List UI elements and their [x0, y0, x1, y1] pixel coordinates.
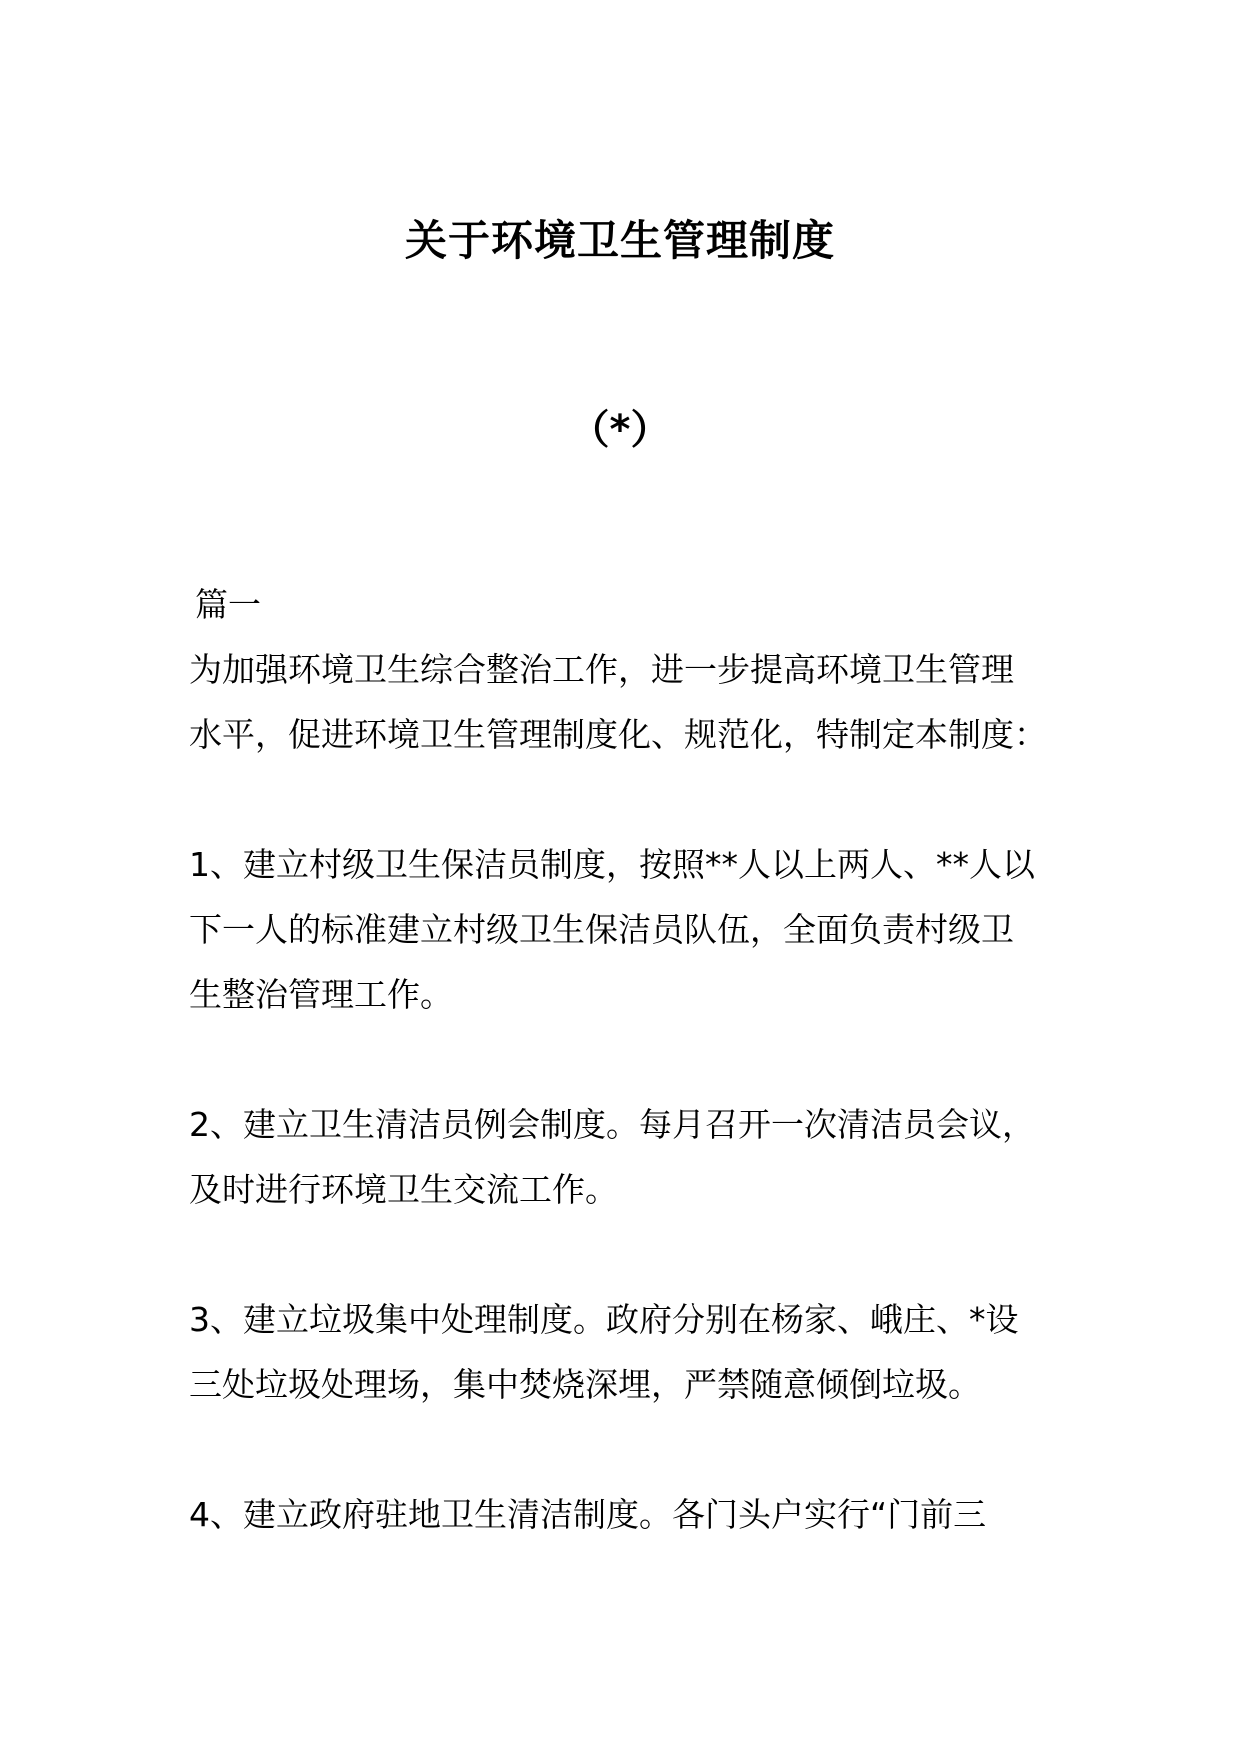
paragraph-line: 及时进行环境卫生交流工作。 [189, 1170, 618, 1209]
paragraph-line: 2、建立卫生清洁员例会制度。每月召开一次清洁员会议， [189, 1105, 1035, 1144]
paragraph-line: 生整治管理工作。 [189, 975, 453, 1014]
paragraph-line: 为加强环境卫生综合整治工作，进一步提高环境卫生管理 [189, 650, 1014, 689]
paragraph-line: 1、建立村级卫生保洁员制度，按照**人以上两人、**人以 [189, 845, 1035, 884]
document-subtitle: （*） [569, 407, 671, 453]
section-heading: 篇一 [195, 585, 261, 624]
paragraph-line: 下一人的标准建立村级卫生保洁员队伍，全面负责村级卫 [189, 910, 1014, 949]
paragraph-line: 4、建立政府驻地卫生清洁制度。各门头户实行“门前三 [189, 1495, 987, 1534]
paragraph-line: 3、建立垃圾集中处理制度。政府分别在杨家、峨庄、*设 [189, 1300, 1019, 1339]
paragraph-line: 水平，促进环境卫生管理制度化、规范化，特制定本制度： [189, 715, 1047, 754]
document-title: 关于环境卫生管理制度 [404, 216, 835, 265]
paragraph-line: 三处垃圾处理场，集中焚烧深埋，严禁随意倾倒垃圾。 [189, 1365, 981, 1404]
